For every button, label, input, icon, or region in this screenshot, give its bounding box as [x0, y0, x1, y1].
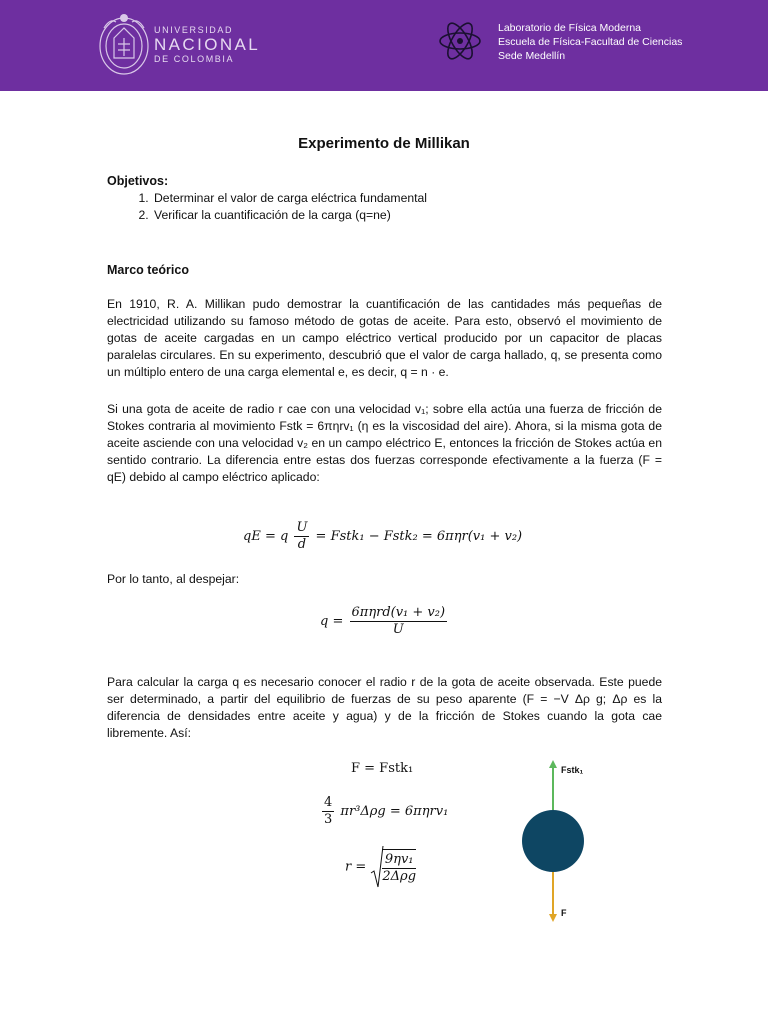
eq4-rest: πr³Δρg = 6πηrv₁ [340, 804, 449, 819]
eq2-denominator: U [392, 622, 404, 637]
eq1-left: qE = q [243, 529, 289, 544]
eq4-fraction [322, 795, 334, 828]
equation-weight [320, 795, 448, 828]
oil-drop [522, 810, 584, 872]
university-name [154, 25, 260, 64]
equation-radius [345, 845, 418, 889]
eq2-left: q = [320, 614, 344, 629]
theory-paragraph-4: Para calcular la carga q es necesario conocer el radio r de la gota de aceite observada. Este puede ser determinado, a partir del equilibrio de fuerzas de su peso aparente (F = −V Δρ g; Δρ es la diferencia de densidades entre aceite y agua) y de la fricción de Stokes cuando la gota cae libremente. Así: [107, 675, 662, 740]
university-line-1: UNIVERSIDAD [154, 25, 234, 35]
weight-arrowhead-icon [549, 914, 557, 922]
eq5-numerator: 9ηv₁ [382, 852, 416, 869]
eq1-denominator: d [297, 537, 307, 552]
eq5-denominator: 2Δρg [382, 869, 417, 884]
eq2-fraction [350, 605, 448, 638]
objective-item: 2. Verificar la cuantificación de la carga (q=ne) [152, 207, 427, 224]
eq5-sqrt [370, 845, 418, 889]
theory-heading: Marco teórico [107, 263, 189, 277]
theory-paragraph-2: Si una gota de aceite de radio r cae con una velocidad v₁; sobre ella actúa una fuerza de fricción de Stokes contraria al movimiento Fstk = 6πηrv₁ (η es la viscosidad del aire). Ahora, si la misma gota de aceite asciende con una velocidad v₂ en un campo eléctrico E, entonces la fricción de Stokes actúa en sentido contrario. La diferencia entre estas dos fuerzas corresponde efectivamente a la fuerza (F = qE) debido al campo eléctrico aplicado: [107, 402, 662, 484]
weight-force-label: F [561, 908, 567, 918]
lab-info [498, 21, 682, 63]
university-line-3: DE COLOMBIA [154, 54, 235, 64]
eq1-numerator: U [296, 520, 308, 535]
equation-force-balance [243, 520, 522, 553]
eq2-numerator: 6πηrd(v₁ + v₂) [351, 605, 446, 620]
force-diagram [515, 758, 595, 928]
document-title: Experimento de Millikan [298, 135, 470, 152]
university-seal-icon [96, 8, 152, 78]
eq5-fraction [382, 849, 416, 885]
lab-line-1: Laboratorio de Física Moderna [498, 22, 641, 34]
eq4-denominator: 3 [324, 812, 333, 827]
objectives-list [107, 190, 427, 224]
lab-line-2: Escuela de Física-Facultad de Ciencias [498, 36, 683, 48]
eq4-numerator: 4 [324, 795, 333, 810]
objective-item: 1. Determinar el valor de carga eléctrica fundamental [152, 190, 427, 207]
header-band [0, 0, 768, 91]
stokes-arrowhead-icon [549, 760, 557, 768]
atom-icon [438, 19, 482, 63]
equation-charge [320, 605, 449, 638]
stokes-force-label: Fstk₁ [561, 765, 584, 775]
university-line-2: NACIONAL [154, 35, 261, 54]
lab-line-3: Sede Medellín [498, 50, 566, 62]
eq1-right: = Fstk₁ − Fstk₂ = 6πηr(v₁ + v₂) [315, 529, 523, 544]
theory-paragraph-1: En 1910, R. A. Millikan pudo demostrar la cuantificación de las cantidades más pequeñas de electricidad utilizando su famoso método de gotas de aceite. Para esto, observó el movimiento de gotas de aceite cargadas en un campo eléctrico vertical producido por un capacitor de placas paralelas circulares. En su experimento, descubrió que el valor de carga hallado, q, se presenta como un múltiplo entero de una carga elemental e, es decir, q = n · e. [107, 297, 662, 379]
eq1-fraction [294, 520, 309, 553]
theory-paragraph-3: Por lo tanto, al despejar: [107, 572, 240, 586]
equation-equilibrium: F = Fstk₁ [351, 761, 414, 776]
eq5-left: r = [345, 859, 367, 875]
objectives-heading: Objetivos: [107, 174, 169, 188]
